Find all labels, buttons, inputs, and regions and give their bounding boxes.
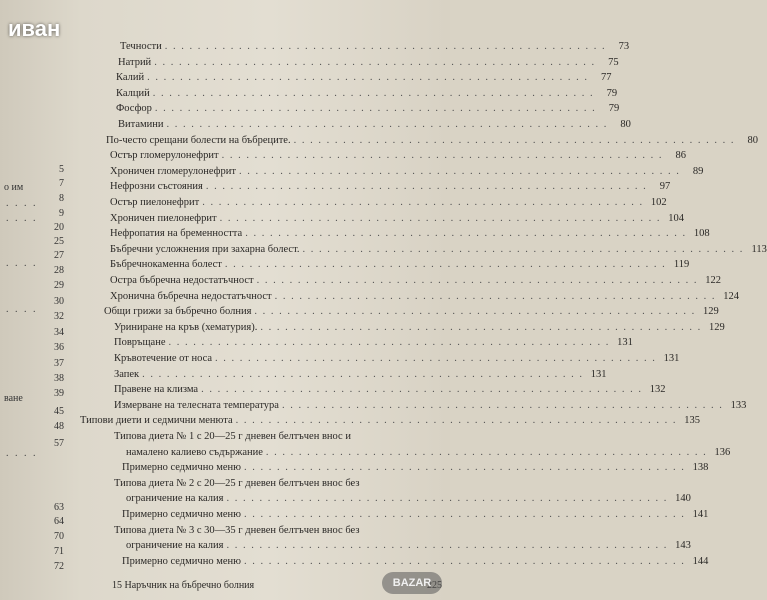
toc-entry-page: 119 [673, 259, 690, 271]
toc-leader-dots: . . . . . . . . . . . . . . . . . . . . . . . . . . . . . . . . . . . . . . . . . . . . . . . . . . . . . . [215, 353, 657, 364]
toc-entry-page: 102 [650, 197, 667, 208]
toc-entry [104, 305, 719, 319]
toc-leader-dots: . . . . . . . . . . . . . . . . . . . . . . . . . . . . . . . . . . . . . . . . . . . . . . . . . . . . . . [226, 493, 668, 505]
toc-entry [114, 368, 607, 382]
toc-entry-title: Остър гломерулонефрит [110, 150, 219, 162]
toc-leader-dots: . . . . . . . . . . . . . . . . . . . . . . . . . . . . . . . . . . . . . . . . . . . . . . . . . . . . . . [265, 446, 708, 458]
toc-leader-dots: . . . . . . . . . . . . . . . . . . . . . . . . . . . . . . . . . . . . . . . . . . . . . . . . . . . . . . [293, 134, 735, 146]
toc-entry [114, 477, 435, 491]
toc-entry-title: Кръвотечение от носа [114, 353, 213, 364]
toc-leader-dots: . . . . . . . . . . . . . . . . . . . . . . . . . . . . . . . . . . . . . . . . . . . . . . . . . . . . . . [201, 384, 643, 396]
toc-entry-page: 135 [684, 415, 700, 427]
toc-entry-title: Примерно седмично меню [122, 462, 241, 474]
toc-entry-page: 143 [675, 540, 691, 552]
toc-entry-page: 140 [675, 493, 691, 505]
left-page-number: 30 [54, 296, 64, 307]
toc-entry [114, 430, 435, 444]
toc-entry [114, 399, 747, 413]
toc-entry [110, 243, 767, 257]
toc-leader-dots: . . . . . . . . . . . . . . . . . . . . . . . . . . . . . . . . . . . . . . . . . . . . . . . . . . . . . . [152, 87, 595, 99]
toc-entry-title: Бъбречнокаменна болест [110, 259, 222, 271]
toc-entry-title: ограничение на калия [126, 540, 224, 552]
toc-entry [116, 87, 618, 101]
toc-entry [116, 102, 620, 116]
toc-entry [126, 492, 691, 506]
left-dots: . . . . [6, 448, 38, 459]
left-page-number: 20 [54, 222, 64, 233]
toc-entry [110, 258, 690, 272]
left-page-number: 45 [54, 406, 64, 417]
toc-entry-page: 80 [747, 134, 758, 146]
toc-entry-title: Типова диета № 2 с 20—25 г дневен белтъчен внос без [114, 477, 360, 489]
toc-entry [110, 212, 684, 226]
toc-leader-dots: . . . . . . . . . . . . . . . . . . . . . . . . . . . . . . . . . . . . . . . . . . . . . . . . . . . . . . [302, 243, 744, 255]
toc-entry-page: 133 [730, 399, 747, 411]
left-page-number: 70 [54, 531, 64, 542]
toc-entry-page: 129 [708, 321, 725, 333]
left-page-number: 25 [54, 236, 64, 247]
toc-entry-title: Правене на клизма [114, 384, 199, 396]
toc-entry-title: Бъбречни усложнения при захарна болест. [110, 243, 300, 255]
toc-entry [122, 555, 709, 569]
left-page-number: 64 [54, 516, 64, 527]
left-page-number: 72 [54, 561, 64, 572]
toc-leader-dots: . . . . . . . . . . . . . . . . . . . . . . . . . . . . . . . . . . . . . . . . . . . . . . . . . . . . . . [238, 165, 681, 177]
toc-leader-dots: . . . . . . . . . . . . . . . . . . . . . . . . . . . . . . . . . . . . . . . . . . . . . . . . . . . . . . [226, 540, 668, 552]
toc-leader-dots: . . . . . . . . . . . . . . . . . . . . . . . . . . . . . . . . . . . . . . . . . . . . . . . . . . . . . . [205, 181, 648, 193]
left-page-number: 38 [54, 373, 64, 384]
left-page-number: 48 [54, 421, 64, 432]
toc-entry [120, 40, 630, 54]
left-dots: . . . . [6, 258, 38, 269]
toc-entry-page: 97 [659, 181, 671, 193]
toc-entry-title: Запек [114, 368, 140, 380]
toc-entry-title: Остра бъбречна недостатъчност [110, 275, 254, 286]
toc-entry-page: 75 [608, 56, 619, 68]
toc-entry-page: 129 [703, 306, 719, 318]
toc-entry-title: Типова диета № 3 с 30—35 г дневен белтъчен внос без [114, 524, 360, 536]
toc-leader-dots: . . . . . . . . . . . . . . . . . . . . . . . . . . . . . . . . . . . . . . . . . . . . . . . . . . . . . . [224, 259, 667, 271]
toc-entry [110, 227, 710, 241]
toc-entry-page: 138 [692, 462, 709, 474]
toc-entry-page: 73 [618, 41, 630, 52]
toc-entry-page: 86 [675, 150, 686, 162]
toc-entry-title: Примерно седмично меню [122, 509, 241, 520]
left-page-number: 36 [54, 342, 64, 353]
toc-entry-title: Общи грижи за бъбречно болния [104, 306, 252, 318]
toc-leader-dots: . . . . . . . . . . . . . . . . . . . . . . . . . . . . . . . . . . . . . . . . . . . . . . . . . . . . . . [202, 197, 644, 208]
left-fragment: ване [4, 393, 23, 404]
toc-entry-title: Хронична бъбречна недостатъчност [110, 290, 272, 302]
toc-entry-title: Типови диети и седмични менюта [80, 415, 233, 427]
left-page-number: 57 [54, 438, 64, 449]
left-page-number: 39 [54, 388, 64, 399]
toc-entry [126, 446, 731, 460]
toc-entry-title: Фосфор [116, 103, 152, 115]
toc-entry-title: Натрий [118, 56, 152, 68]
toc-entry [126, 539, 691, 553]
toc-entry [110, 149, 686, 163]
toc-entry-title: По-често срещани болести на бъбреците. [106, 134, 291, 146]
toc-entry-title: Типова диета № 1 с 20—25 г дневен белтъчен внос и [114, 431, 351, 442]
left-page-number: 8 [59, 193, 64, 204]
bazar-logo: BAZAR [382, 572, 442, 594]
toc-entry [122, 461, 709, 475]
toc-entry-title: ограничение на калия [126, 493, 224, 505]
toc-entry-page: 136 [714, 446, 731, 458]
toc-entry-title: Остър пиелонефрит [110, 197, 200, 208]
toc-entry-page: 80 [620, 119, 631, 130]
toc-entry-title: Повръщане [114, 337, 166, 349]
toc-entry [118, 56, 619, 70]
toc-entry-page: 131 [663, 353, 680, 364]
left-page-number: 28 [54, 265, 64, 276]
left-dots: . . . . [6, 213, 38, 224]
left-page-number: 27 [54, 250, 64, 261]
toc-leader-dots: . . . . . . . . . . . . . . . . . . . . . . . . . . . . . . . . . . . . . . . . . . . . . . . . . . . . . . [256, 275, 698, 286]
toc-leader-dots: . . . . . . . . . . . . . . . . . . . . . . . . . . . . . . . . . . . . . . . . . . . . . . . . . . . . . . [245, 228, 687, 240]
left-page-number: 9 [59, 208, 64, 219]
toc-leader-dots: . . . . . . . . . . . . . . . . . . . . . . . . . . . . . . . . . . . . . . . . . . . . . . . . . . . . . . [243, 509, 686, 520]
toc-entry-title: Измерване на телесната температура [114, 399, 279, 411]
footer-book-title: 15 Наръчник на бъбречно болния [112, 580, 255, 591]
toc-entry-page: 104 [668, 212, 684, 224]
toc-entry [106, 134, 758, 148]
toc-leader-dots: . . . . . . . . . . . . . . . . . . . . . . . . . . . . . . . . . . . . . . . . . . . . . . . . . . . . . . [219, 212, 661, 224]
toc-leader-dots: . . . . . . . . . . . . . . . . . . . . . . . . . . . . . . . . . . . . . . . . . . . . . . . . . . . . . . [168, 337, 610, 349]
left-dots: . . . . [6, 304, 38, 315]
toc-leader-dots: . . . . . . . . . . . . . . . . . . . . . . . . . . . . . . . . . . . . . . . . . . . . . . . . . . . . . . [243, 462, 686, 474]
toc-entry [114, 336, 633, 350]
toc-entry-title: Нефрозни състояния [110, 181, 203, 193]
toc-entry [118, 118, 631, 132]
left-page-number: 34 [54, 327, 64, 338]
left-page-number: 32 [54, 311, 64, 322]
toc-entry [114, 352, 680, 366]
toc-entry [110, 290, 740, 304]
toc-entry-page: 141 [692, 509, 709, 520]
toc-leader-dots: . . . . . . . . . . . . . . . . . . . . . . . . . . . . . . . . . . . . . . . . . . . . . . . . . . . . . . [164, 41, 607, 52]
previous-page-column [0, 0, 70, 600]
toc-entry-page: 132 [649, 384, 666, 396]
toc-leader-dots: . . . . . . . . . . . . . . . . . . . . . . . . . . . . . . . . . . . . . . . . . . . . . . . . . . . . . . [260, 321, 702, 333]
toc-entry-title: намалено калиево съдържание [126, 446, 263, 458]
toc-entry-page: 89 [692, 165, 704, 177]
toc-entry [114, 321, 725, 335]
left-page-number: 63 [54, 502, 64, 513]
toc-entry [110, 196, 667, 210]
toc-entry-page: 122 [705, 275, 721, 286]
toc-entry-page: 79 [608, 103, 620, 115]
left-page-number: 71 [54, 546, 64, 557]
toc-entry-page: 124 [723, 290, 740, 302]
toc-entry [110, 165, 704, 179]
toc-entry-title: Калий [116, 72, 145, 84]
toc-leader-dots: . . . . . . . . . . . . . . . . . . . . . . . . . . . . . . . . . . . . . . . . . . . . . . . . . . . . . . [243, 555, 686, 567]
toc-entry [80, 414, 700, 428]
toc-entry-title: Нефропатия на бременността [110, 228, 243, 240]
toc-entry-page: 131 [590, 368, 607, 380]
toc-entry-page: 77 [600, 72, 612, 84]
user-watermark: иван [8, 16, 61, 41]
toc-entry [116, 71, 612, 85]
toc-entry-title: Примерно седмично меню [122, 555, 241, 567]
toc-leader-dots: . . . . . . . . . . . . . . . . . . . . . . . . . . . . . . . . . . . . . . . . . . . . . . . . . . . . . . [254, 306, 696, 318]
toc-leader-dots: . . . . . . . . . . . . . . . . . . . . . . . . . . . . . . . . . . . . . . . . . . . . . . . . . . . . . . [221, 150, 663, 162]
toc-entry [110, 180, 671, 194]
toc-entry [122, 508, 709, 522]
toc-entry-title: Хроничен гломерулонефрит [110, 165, 236, 177]
left-page-number: 29 [54, 280, 64, 291]
toc-entry-page: 113 [751, 243, 767, 255]
toc-entry-page: 108 [693, 228, 710, 240]
toc-leader-dots: . . . . . . . . . . . . . . . . . . . . . . . . . . . . . . . . . . . . . . . . . . . . . . . . . . . . . . [147, 72, 589, 84]
toc-entry [110, 274, 721, 288]
toc-entry-page: 131 [617, 337, 633, 349]
left-fragment: о им [4, 182, 24, 193]
toc-leader-dots: . . . . . . . . . . . . . . . . . . . . . . . . . . . . . . . . . . . . . . . . . . . . . . . . . . . . . . [154, 103, 597, 115]
left-dots: . . . . [6, 198, 38, 209]
toc-leader-dots: . . . . . . . . . . . . . . . . . . . . . . . . . . . . . . . . . . . . . . . . . . . . . . . . . . . . . . [235, 415, 677, 427]
toc-leader-dots: . . . . . . . . . . . . . . . . . . . . . . . . . . . . . . . . . . . . . . . . . . . . . . . . . . . . . . [166, 119, 608, 130]
toc-entry-title: Витамини [118, 119, 164, 130]
toc-entry [114, 524, 435, 538]
left-page-number: 37 [54, 358, 64, 369]
toc-entry [114, 383, 666, 397]
left-page-number: 5 [59, 164, 64, 175]
toc-leader-dots: . . . . . . . . . . . . . . . . . . . . . . . . . . . . . . . . . . . . . . . . . . . . . . . . . . . . . . [142, 368, 584, 380]
toc-entry-title: Хроничен пиелонефрит [110, 212, 217, 224]
toc-entry-title: Калций [116, 87, 150, 99]
left-page-number: 7 [59, 178, 64, 189]
toc-entry-title: Течности [120, 41, 162, 52]
toc-leader-dots: . . . . . . . . . . . . . . . . . . . . . . . . . . . . . . . . . . . . . . . . . . . . . . . . . . . . . . [154, 56, 596, 68]
toc-entry-page: 79 [606, 87, 618, 99]
toc-entry-page: 144 [692, 555, 709, 567]
toc-leader-dots: . . . . . . . . . . . . . . . . . . . . . . . . . . . . . . . . . . . . . . . . . . . . . . . . . . . . . . [281, 399, 724, 411]
toc-entry-title: Уриниране на кръв (хематурия). [114, 321, 258, 333]
toc-leader-dots: . . . . . . . . . . . . . . . . . . . . . . . . . . . . . . . . . . . . . . . . . . . . . . . . . . . . . . [274, 290, 717, 302]
